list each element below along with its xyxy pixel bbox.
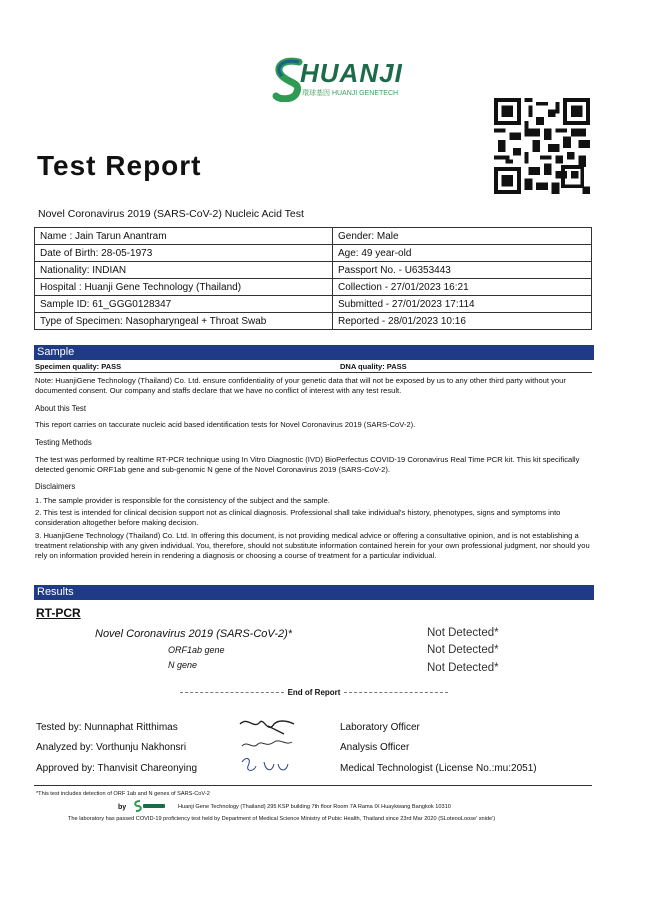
divider [34, 372, 592, 373]
table-cell: Name : Jain Tarun Anantram [35, 228, 333, 245]
disclaimers-heading: Disclaimers [35, 482, 76, 491]
brand-subtitle: 環球基因 HUANJI GENETECH [302, 90, 399, 97]
dna-quality: DNA quality: PASS [340, 362, 407, 371]
table-row [35, 262, 592, 279]
footer-address: Huanji Gene Technology (Thailand) 295 KSP building 7th floor Room 7A Rama IX Huaykwang Bangkok 10310 [178, 804, 451, 810]
analyzed-by-role: Analysis Officer [340, 742, 410, 753]
table-row [35, 296, 592, 313]
about-text: This report carries on taccurate nucleic acid based identification tests for Novel Coronavirus 2019 (SARS-CoV-2). [35, 420, 416, 429]
sample-section-header: Sample [34, 345, 594, 360]
footnote: *This test includes detection of ORF 1ab and N genes of SARS-CoV-2 [36, 791, 210, 797]
table-cell: Reported - 28/01/2023 10:16 [333, 313, 592, 330]
disclaimer-item: 1. The sample provider is responsible for the consistency of the subject and the sample. [35, 496, 330, 505]
tested-by-role: Laboratory Officer [340, 722, 420, 733]
table-cell: Passport No. - U6353443 [333, 262, 592, 279]
table-row [35, 228, 592, 245]
table-row [35, 279, 592, 296]
target-result: Not Detected* [427, 662, 499, 674]
table-cell: Collection - 27/01/2023 16:21 [333, 279, 592, 296]
company-logo [272, 56, 403, 104]
methods-heading: Testing Methods [35, 438, 92, 447]
table-cell: Gender: Male [333, 228, 592, 245]
table-cell: Submitted - 27/01/2023 17:114 [333, 296, 592, 313]
table-cell: Type of Specimen: Nasopharyngeal + Throat Swab [35, 313, 333, 330]
approved-by: Approved by: Thanvisit Chareonying [36, 763, 198, 774]
footer-by: by [118, 804, 127, 811]
end-of-report [180, 688, 448, 697]
analyzed-by: Analyzed by: Vorthunju Nakhonsri [36, 742, 187, 753]
divider [180, 692, 284, 693]
target-result: Not Detected* [427, 644, 499, 656]
target-name: ORF1ab gene [168, 645, 225, 655]
methods-text: The test was performed by realtime RT-PCR technique using In Vitro Diagnostic (IVD) BioPerfectus COVID-19 Coronavirus Real Time PCR kit. This kit specifically detected genomic ORF1ab gene and sub-genomic N gene of the Novel Coronavirus 2019 (SARS-CoV-2). [35, 455, 580, 474]
table-cell: Date of Birth: 28-05-1973 [35, 245, 333, 262]
divider [344, 692, 448, 693]
table-cell: Hospital : Huanji Gene Technology (Thailand) [35, 279, 333, 296]
qr-code-icon [494, 98, 590, 194]
disclaimer-item: 2. This test is intended for clinical decision support not as clinical diagnosis. Professional shall take individual's history, phenotypes, signs and symptoms into consideration altogether before making decision. [35, 508, 561, 527]
patient-info-table [34, 227, 592, 330]
target-name: N gene [168, 660, 198, 670]
confidentiality-note: Note: HuanjiGene Technology (Thailand) Co. Ltd. ensure confidentiality of your genetic data that will not be exposed by us to any other third party without your documented consent. Our company and staffs declare that we have no conflict of interest with any test result. [35, 376, 566, 395]
method-label: RT-PCR [36, 606, 81, 620]
specimen-quality: Specimen quality: PASS [35, 362, 122, 371]
table-cell: Nationality: INDIAN [35, 262, 333, 279]
disclaimer-item: 3. HuanjiGene Technology (Thailand) Co. Ltd. In offering this document, is not providing medical advice or offering a consultative opinion, and is not establishing a treatment relationship with any given individual. You, therefore, should not substitute information contained herein for your own professional judgment, nor should you rely on information provided herein in rendering a diagnosis or choosing a course of treatment for a particular individual. [35, 531, 590, 560]
brand-name: HUANJI [300, 58, 403, 88]
footer-logo-icon [132, 799, 168, 813]
end-of-report-label: End of Report [287, 688, 341, 697]
table-row [35, 313, 592, 330]
results-section-header: Results [34, 585, 594, 600]
about-heading: About this Test [35, 404, 86, 413]
divider [34, 785, 592, 786]
proficiency-note: The laboratory has passed COVID-19 proficiency test held by Department of Medical Science Ministry of Pubic Health, Thailand since 23rd Mar 2020 (SLoteooLoose' snide') [68, 816, 496, 822]
table-row [35, 245, 592, 262]
signature-images [234, 712, 300, 782]
approved-by-role: Medical Technologist (License No.:mu:2051) [340, 763, 537, 774]
test-subtitle: Novel Coronavirus 2019 (SARS-CoV-2) Nucleic Acid Test [38, 208, 304, 220]
table-cell: Age: 49 year-old [333, 245, 592, 262]
tested-by: Tested by: Nunnaphat Ritthimas [36, 722, 178, 733]
table-cell: Sample ID: 61_GGG0128347 [35, 296, 333, 313]
target-name: Novel Coronavirus 2019 (SARS-CoV-2)* [95, 628, 293, 640]
page-title: Test Report [37, 150, 202, 181]
target-result: Not Detected* [427, 627, 499, 639]
